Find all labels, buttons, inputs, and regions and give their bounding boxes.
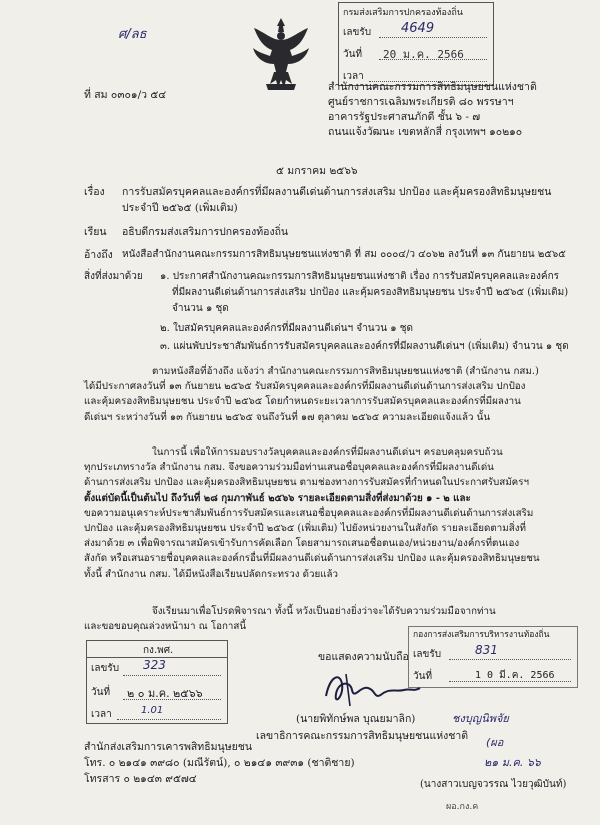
- handwritten-note-top: ศ/ลธ: [118, 27, 147, 42]
- reference-text: หนังสือสำนักงานคณะกรรมการสิทธิมนุษยชนแห่งชาติ ที่ สม ๐๐๐๔/ว ๔๐๖๒ ลงวันที่ ๑๓ กันยายน ๒๕๖๕: [122, 249, 566, 260]
- document-date: ๕ มกราคม ๒๕๖๖: [276, 165, 358, 177]
- subject-line-2: ประจำปี ๒๕๖๕ (เพิ่มเติม): [122, 202, 238, 214]
- stamp-left-time-label: เวลา: [91, 709, 112, 720]
- regards: ขอแสดงความนับถือ: [318, 651, 409, 663]
- document-number: ที่ สม ๐๓๐๑/ว ๕๔: [84, 89, 167, 101]
- paragraph-2-line: ในการนี้ เพื่อให้การมอบรางวัลบุคคลและองค์กรที่มีผลงานดีเด่นฯ ครอบคลุมครบถ้วน: [152, 447, 503, 458]
- paragraph-1-line: ตามหนังสือที่อ้างถึง แจ้งว่า สำนักงานคณะกรรมการสิทธิมนุษยชนแห่งชาติ (สำนักงาน กสม.): [152, 366, 539, 377]
- paragraph-2-line: สังกัด หรือเสนอรายชื่อบุคคลและองค์กรอื่นที่มีผลงานดีเด่นด้านการส่งเสริม ปกป้อง และคุ้มครองสิทธิมนุษยชน: [84, 553, 540, 565]
- stamp-left-title: กง.พศ.: [143, 645, 174, 656]
- paragraph-1-line: และคุ้มครองสิทธิมนุษยชน ประจำปี ๒๕๖๕ โดยกำหนดระยะเวลาการรับสมัครบุคคลและองค์กรที่มีผลงาน: [84, 396, 521, 408]
- enclosure-3: ๓. แผ่นพับประชาสัมพันธ์การรับสมัครบุคคลและองค์กรที่มีผลงานดีเด่นฯ (เพิ่มเติม) จำนวน ๑ ชุด: [160, 341, 569, 352]
- signature-icon: [316, 666, 426, 712]
- stamp-right-title: กองการส่งเสริมการบริหารงานท้องถิ่น: [413, 630, 550, 640]
- footer-office: สำนักส่งเสริมการเคารพสิทธิมนุษยชน: [84, 741, 253, 753]
- paragraph-1: [84, 364, 539, 425]
- paragraph-1-line: ดีเด่นฯ ระหว่างวันที่ ๑๓ กันยายน ๒๕๖๕ จนถึงวันที่ ๑๗ ตุลาคม ๒๕๖๕ ความละเอียดแจ้งแล้ว นั้น: [84, 411, 491, 423]
- enclosure-1-line-2: ที่มีผลงานดีเด่นด้านการส่งเสริม ปกป้อง และคุ้มครองสิทธิมนุษยชน ประจำปี ๒๕๖๕ (เพิ่มเติม): [172, 287, 569, 298]
- paragraph-2-line: ส่งมาด้วย ๓ เพื่อพิจารณาสมัครเข้ารับการคัดเลือก โดยสามารถเสนอชื่อตนเอง/หน่วยงาน/องค์กรที่ตนเอง: [84, 538, 520, 550]
- handwritten-note-tail: ผอ.กง.ค: [446, 802, 479, 812]
- paragraph-2-line: ปกป้อง และคุ้มครองสิทธิมนุษยชน ประจำปี ๒๕๖๕ (เพิ่มเติม) ไปยังหน่วยงานในสังกัด รายละเอียดตามสิ่งที่: [84, 523, 526, 535]
- closing-line: และขอขอบคุณล่วงหน้ามา ณ โอกาสนี้: [84, 621, 247, 633]
- closing-line: จึงเรียนมาเพื่อโปรดพิจารณา ทั้งนี้ หวังเป็นอย่างยิ่งว่าจะได้รับความร่วมมือจากท่าน: [152, 606, 496, 617]
- stamp-top-date-value: 20 ม.ค. 2566: [383, 48, 464, 61]
- enclosure-1-line-3: จำนวน ๑ ชุด: [172, 303, 229, 314]
- stamp-top-number-label: เลขรับ: [343, 27, 372, 38]
- stamp-top-date-label: วันที่: [343, 49, 363, 60]
- stamp-right-date-label: วันที่: [413, 671, 433, 682]
- stamp-right-date-value: 1 0 มี.ค. 2566: [475, 670, 555, 681]
- stamp-left-time-value: 1.01: [141, 705, 164, 716]
- stamp-top-title: กรมส่งเสริมการปกครองท้องถิ่น: [343, 8, 463, 18]
- stamp-left-date-label: วันที่: [91, 687, 111, 698]
- handwritten-note-line-2: (ผอ: [486, 736, 504, 749]
- paragraph-2-line: ขอความอนุเคราะห์ประชาสัมพันธ์การรับสมัครและเสนอชื่อบุคคลและองค์กรที่มีผลงานดีเด่นด้านการส่งเสริม: [84, 507, 534, 519]
- footer-phone: โทร. ๐ ๒๑๔๑ ๓๙๘๐ (มณีรัตน์), ๐ ๒๑๔๑ ๓๙๓๑ (ชาติชาย): [84, 757, 355, 769]
- receipt-stamp-left: [86, 640, 228, 724]
- sender-line-4: ถนนแจ้งวัฒนะ เขตหลักสี่ กรุงเทพฯ ๑๐๒๑๐: [328, 126, 523, 138]
- reference-label: อ้างถึง: [84, 249, 113, 261]
- stamp-left-number-label: เลขรับ: [91, 663, 120, 674]
- sender-line-3: อาคารรัฐประศาสนภักดี ชั้น ๖ - ๗: [328, 111, 481, 123]
- stamp-top-time-label: เวลา: [343, 71, 364, 82]
- footer-fax: โทรสาร ๐ ๒๑๔๓ ๙๕๗๔: [84, 773, 197, 785]
- handwritten-note-line-1: ชงบุญนิพจัย: [452, 712, 509, 725]
- handwritten-note-name: (นางสาวเบญจวรรณ ไวยวุฒิบันท์): [420, 779, 567, 790]
- signatory-name: (นายพิทักษ์พล บุณยมาลิก): [296, 713, 416, 725]
- to-text: อธิบดีกรมส่งเสริมการปกครองท้องถิ่น: [122, 226, 289, 238]
- paragraph-2-line: ทั้งนี้ สำนักงาน กสม. ได้มีหนังสือเรียนปลัดกระทรวง ด้วยแล้ว: [84, 568, 339, 580]
- subject-label: เรื่อง: [84, 186, 105, 198]
- enclosure-2: ๒. ใบสมัครบุคคลและองค์กรที่มีผลงานดีเด่นฯ จำนวน ๑ ชุด: [160, 323, 414, 334]
- paragraph-2-line: ด้านการส่งเสริม ปกป้อง และคุ้มครองสิทธิมนุษยชน ตามช่องทางการรับสมัครที่กำหนดในประกาศรับสมัครฯ: [84, 477, 529, 489]
- paragraph-2: [84, 445, 540, 582]
- receipt-stamp-right: [408, 626, 578, 688]
- receipt-stamp-top: [338, 2, 494, 86]
- stamp-right-number-value: 831: [475, 643, 498, 657]
- sender-line-2: ศูนย์ราชการเฉลิมพระเกียรติ ๘๐ พรรษาฯ: [328, 96, 514, 108]
- sender-line-1: สำนักงานคณะกรรมการสิทธิมนุษยชนแห่งชาติ: [328, 81, 537, 93]
- handwritten-note-line-3: ๒๑ ม.ค. ๖๖: [484, 756, 541, 769]
- enclosures-label: สิ่งที่ส่งมาด้วย: [84, 271, 143, 282]
- stamp-right-number-label: เลขรับ: [413, 649, 442, 660]
- stamp-left-date-value: ๒ ๐ ม.ค. ๒๕๖๖: [127, 687, 203, 700]
- paragraph-1-line: ได้มีประกาศลงวันที่ ๑๓ กันยายน ๒๕๖๕ รับสมัครบุคคลและองค์กรที่มีผลงานดีเด่นด้านการส่งเสริม ปกป้อง: [84, 381, 526, 393]
- to-label: เรียน: [84, 226, 107, 238]
- stamp-left-number-value: 323: [143, 658, 166, 672]
- enclosure-1-line-1: ๑. ประกาศสำนักงานคณะกรรมการสิทธิมนุษยชนแห่งชาติ เรื่อง การรับสมัครบุคคลและองค์กร: [160, 271, 559, 282]
- paragraph-2-line: ตั้งแต่บัดนี้เป็นต้นไป ถึงวันที่ ๒๘ กุมภาพันธ์ ๒๕๖๖ รายละเอียดตามสิ่งที่ส่งมาด้วย ๑ - ๒ และ: [84, 492, 471, 504]
- subject-line-1: การรับสมัครบุคคลและองค์กรที่มีผลงานดีเด่นด้านการส่งเสริม ปกป้อง และคุ้มครองสิทธิมนุษยชน: [122, 186, 552, 198]
- stamp-top-number-value: 4649: [401, 21, 435, 36]
- garuda-emblem-icon: [250, 14, 312, 94]
- signatory-title: เลขาธิการคณะกรรมการสิทธิมนุษยชนแห่งชาติ: [256, 730, 469, 742]
- paragraph-2-line: ทุกประเภทรางวัล สำนักงาน กสม. จึงขอความร่วมมือท่านเสนอชื่อบุคคลและองค์กรที่มีผลงานดีเด่น: [84, 462, 494, 474]
